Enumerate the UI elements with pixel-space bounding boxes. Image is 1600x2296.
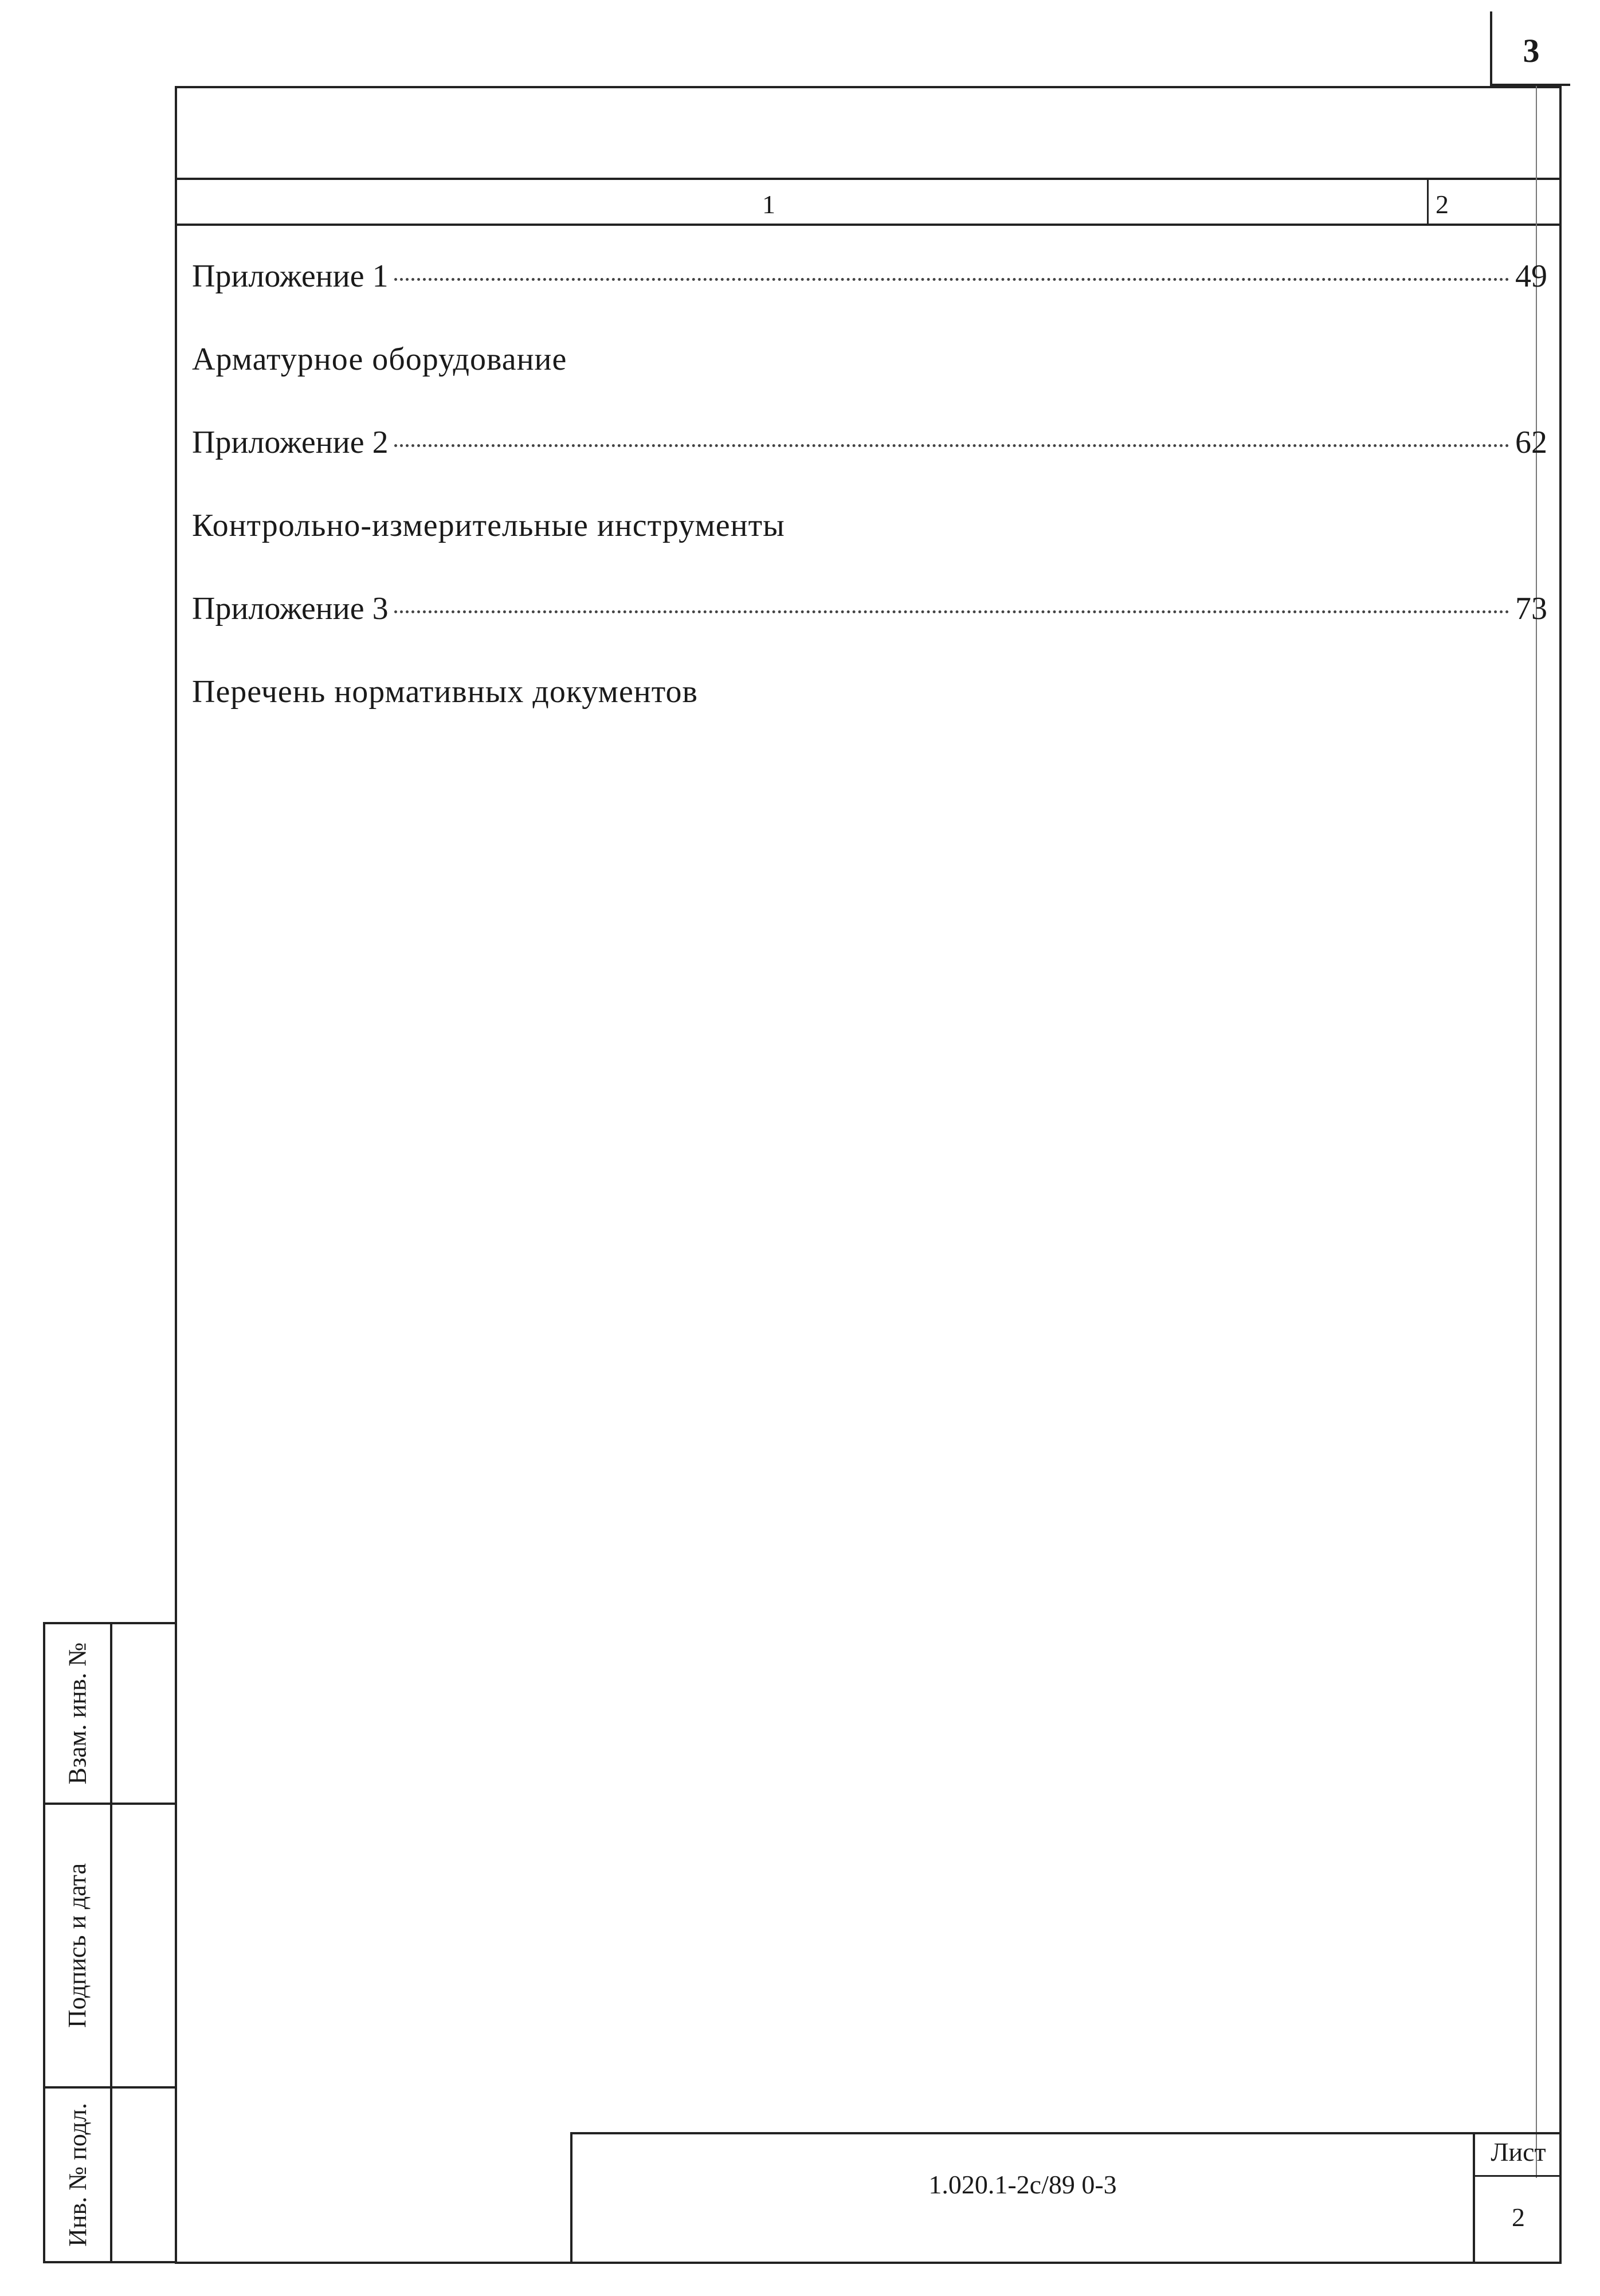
- document-frame: [175, 86, 1562, 2264]
- title-block-sheet-hline: [1473, 2175, 1562, 2177]
- toc-entry-page: 73: [1515, 591, 1547, 626]
- page-number-box: [1490, 11, 1570, 86]
- title-block-top: [570, 2132, 1562, 2134]
- stamp-bottom-line: [43, 2261, 176, 2263]
- toc-entry-description: Арматурное оборудование: [192, 342, 567, 377]
- toc-entry-label: Приложение 2: [192, 425, 389, 460]
- toc-leader-dots: [394, 610, 1509, 613]
- column-header-2: 2: [1436, 190, 1449, 219]
- header-line-bottom: [175, 224, 1562, 226]
- toc-leader-dots: [394, 444, 1509, 447]
- toc-entry[interactable]: [192, 258, 1547, 298]
- toc-entry-description: Перечень нормативных документов: [192, 674, 698, 710]
- right-column-line: [1536, 86, 1537, 2178]
- toc-entry-page: 49: [1515, 258, 1547, 294]
- header-column-divider: [1427, 178, 1429, 226]
- toc-entry[interactable]: [192, 590, 1547, 630]
- stamp-replaced-inv: Взам. инв. №: [63, 1642, 92, 1785]
- toc-entry-page: 62: [1515, 425, 1547, 460]
- document-code: 1.020.1-2с/89 0-3: [928, 2170, 1117, 2199]
- sheet-number: 2: [1512, 2203, 1525, 2232]
- column-header-1: 1: [762, 190, 775, 219]
- page-number: 3: [1523, 32, 1540, 69]
- toc-entry[interactable]: [192, 424, 1547, 464]
- header-line-top: [175, 178, 1562, 180]
- toc-entry-label: Приложение 1: [192, 258, 389, 294]
- toc-entry-label: Приложение 3: [192, 591, 389, 626]
- sheet-label: Лист: [1491, 2137, 1546, 2166]
- stamp-orig-inv: Инв. № подл.: [63, 2103, 92, 2247]
- toc-leader-dots: [394, 278, 1509, 281]
- toc-entry-description: Контрольно-измерительные инструменты: [192, 508, 785, 543]
- stamp-signature-date: Подпись и дата: [63, 1863, 92, 2028]
